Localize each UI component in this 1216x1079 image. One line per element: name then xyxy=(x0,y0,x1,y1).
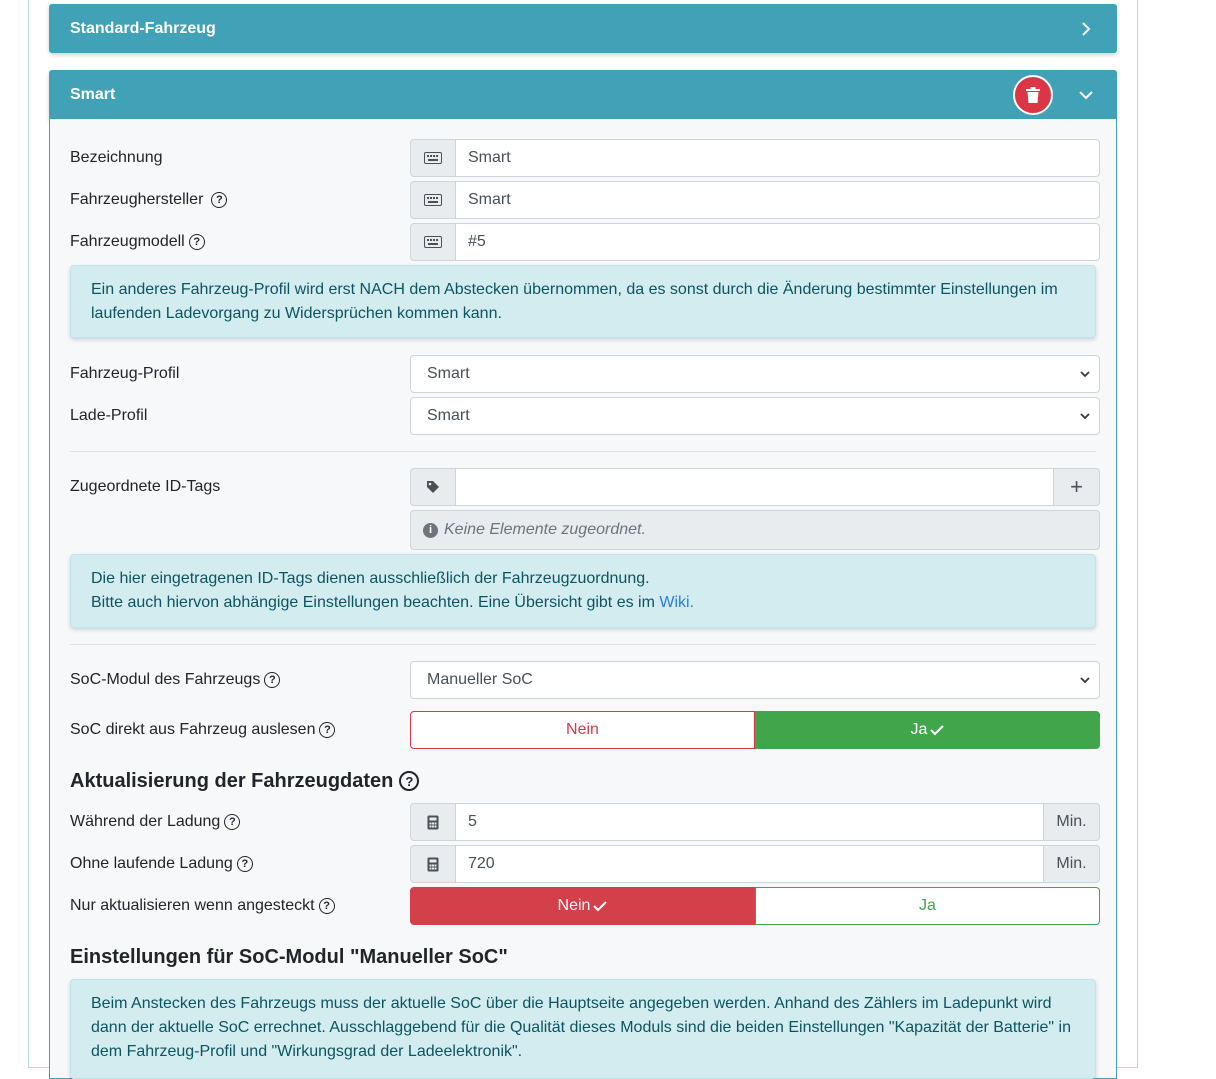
label-ohne: Ohne laufende Ladung ? xyxy=(70,845,253,883)
soc-direkt-nein-button[interactable]: Nein xyxy=(410,711,755,749)
label-lade-profil: Lade-Profil xyxy=(70,407,148,424)
label-nur-angesteckt: Nur aktualisieren wenn angesteckt ? xyxy=(70,887,335,925)
info-icon: i xyxy=(423,523,438,538)
lade-profil-select[interactable] xyxy=(410,397,1100,435)
row-fahrzeug-profil xyxy=(70,355,1100,393)
row-modell xyxy=(70,223,1100,261)
bezeichnung-field xyxy=(410,139,1100,177)
chevron-right-icon[interactable] xyxy=(1077,20,1095,38)
help-icon[interactable]: ? xyxy=(399,771,419,791)
tag-icon xyxy=(410,468,456,506)
fahrzeug-profil-select[interactable] xyxy=(410,355,1100,393)
waehrend-input[interactable]: 5 xyxy=(456,803,1044,841)
fahrzeug-profil-value: Smart xyxy=(427,365,470,382)
wiki-link[interactable]: Wiki. xyxy=(659,594,695,611)
chevron-down-icon xyxy=(1079,674,1091,686)
bezeichnung-input[interactable]: Smart xyxy=(456,139,1100,177)
unit-label: Min. xyxy=(1044,803,1100,841)
ohne-input[interactable]: 720 xyxy=(456,845,1044,883)
divider xyxy=(70,451,1096,452)
add-id-tag-button[interactable]: + xyxy=(1054,468,1100,506)
row-lade-profil xyxy=(70,397,1100,435)
card-header-standard-fahrzeug[interactable] xyxy=(49,4,1117,53)
check-icon xyxy=(593,900,607,912)
modell-input[interactable]: #5 xyxy=(456,223,1100,261)
help-icon[interactable]: ? xyxy=(211,192,227,208)
soc-modul-select[interactable] xyxy=(410,661,1100,699)
keyboard-icon xyxy=(410,139,456,177)
help-icon[interactable]: ? xyxy=(319,722,335,738)
unit-label: Min. xyxy=(1044,845,1100,883)
delete-vehicle-button[interactable] xyxy=(1013,75,1053,115)
calculator-icon xyxy=(410,803,456,841)
id-tags-field xyxy=(410,468,1100,506)
hersteller-input[interactable]: Smart xyxy=(456,181,1100,219)
soc-modul-value: Manueller SoC xyxy=(427,671,533,688)
waehrend-field xyxy=(410,803,1100,841)
soc-module-info-alert: Beim Anstecken des Fahrzeugs muss der aktuelle SoC über die Hauptseite angegeben werden. Anhand des Zählers im Ladepunkt wird dann der aktuelle SoC errechnet. Ausschlaggebend für die Qualität dieses Moduls sind die beiden Einstellungen "Kapazität der Batterie" in dem Fahrzeug-Profil und "Wirkungsgrad der Ladeelektronik". xyxy=(70,979,1096,1079)
label-soc-modul: SoC-Modul des Fahrzeugs ? xyxy=(70,661,280,699)
label-soc-direkt: SoC direkt aus Fahrzeug auslesen ? xyxy=(70,711,335,749)
card-header-smart[interactable] xyxy=(49,70,1117,119)
row-waehrend xyxy=(70,803,1100,841)
nur-angesteckt-nein-button[interactable]: Nein xyxy=(410,887,755,925)
label-fahrzeug-profil: Fahrzeug-Profil xyxy=(70,365,180,382)
profile-info-alert: Ein anderes Fahrzeug-Profil wird erst NACH dem Abstecken übernommen, da es sonst durch die Änderung bestimmter Einstellungen im laufenden Ladevorgang zu Widersprüchen kommen kann. xyxy=(70,265,1096,338)
help-icon[interactable]: ? xyxy=(264,672,280,688)
row-ohne xyxy=(70,845,1100,883)
soc-direkt-ja-button[interactable]: Ja xyxy=(755,711,1100,749)
row-bezeichnung xyxy=(70,139,1100,177)
label-id-tags: Zugeordnete ID-Tags xyxy=(70,478,221,495)
row-soc-modul xyxy=(70,661,1100,699)
nur-angesteckt-toggle xyxy=(410,887,1100,925)
divider xyxy=(70,644,1096,645)
keyboard-icon xyxy=(410,181,456,219)
label-hersteller: Fahrzeughersteller ? xyxy=(70,181,227,219)
soc-direkt-toggle xyxy=(410,711,1100,749)
chevron-down-icon[interactable] xyxy=(1077,86,1095,104)
help-icon[interactable]: ? xyxy=(319,898,335,914)
help-icon[interactable]: ? xyxy=(237,856,253,872)
calculator-icon xyxy=(410,845,456,883)
chevron-down-icon xyxy=(1079,368,1091,380)
chevron-down-icon xyxy=(1079,410,1091,422)
hersteller-field xyxy=(410,181,1100,219)
label-modell: Fahrzeugmodell ? xyxy=(70,223,205,261)
trash-icon xyxy=(1026,87,1040,103)
section-heading-update: Aktualisierung der Fahrzeugdaten ? xyxy=(70,768,419,794)
row-id-tags xyxy=(70,468,1100,506)
keyboard-icon xyxy=(410,223,456,261)
card-title: Smart xyxy=(70,85,116,103)
id-tag-input[interactable] xyxy=(456,468,1054,506)
lade-profil-value: Smart xyxy=(427,407,470,424)
id-tags-empty-notice: i Keine Elemente zugeordnet. xyxy=(410,510,1100,550)
help-icon[interactable]: ? xyxy=(224,814,240,830)
ohne-field xyxy=(410,845,1100,883)
card-title: Standard-Fahrzeug xyxy=(70,19,216,37)
help-icon[interactable]: ? xyxy=(189,234,205,250)
label-waehrend: Während der Ladung ? xyxy=(70,803,240,841)
label-bezeichnung: Bezeichnung xyxy=(70,149,163,166)
modell-field xyxy=(410,223,1100,261)
row-hersteller xyxy=(70,181,1100,219)
section-heading-soc-settings: Einstellungen für SoC-Modul "Manueller SoC" xyxy=(70,945,508,968)
check-icon xyxy=(930,724,944,736)
nur-angesteckt-ja-button[interactable]: Ja xyxy=(755,887,1100,925)
id-tags-info-alert: Die hier eingetragenen ID-Tags dienen ausschließlich der Fahrzeugzuordnung. Bitte auch hiervon abhängige Einstellungen beachten. Eine Übersicht gibt es im Wiki. xyxy=(70,554,1096,628)
